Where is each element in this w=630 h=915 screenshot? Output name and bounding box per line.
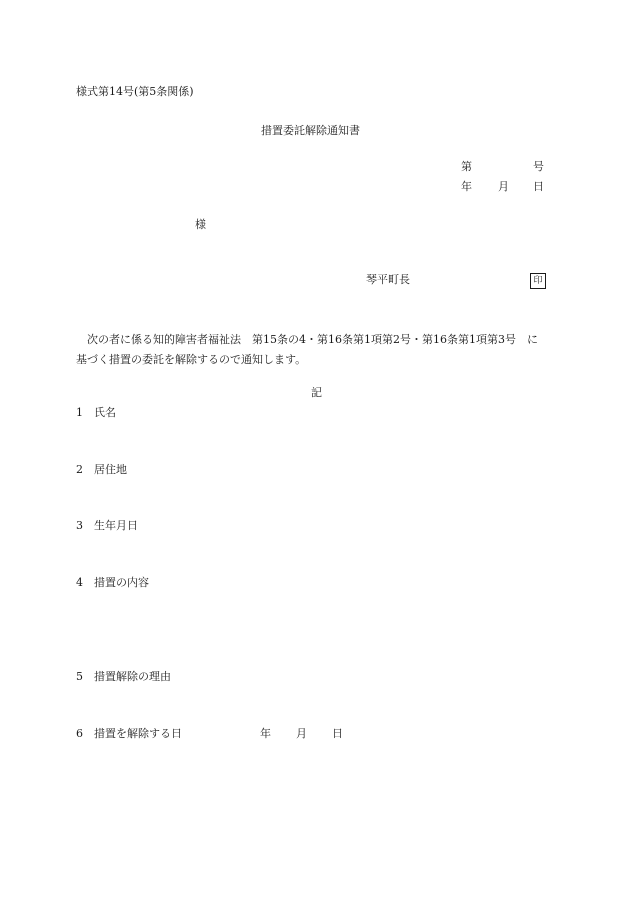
form-number: 様式第14号(第5条関係) xyxy=(76,85,194,98)
cancel-date-day: 日 xyxy=(332,727,343,740)
doc-number-prefix: 第 xyxy=(461,160,472,173)
body-line-2: 基づく措置の委託を解除するので通知します。 xyxy=(76,353,307,366)
addressee-suffix: 様 xyxy=(195,218,206,231)
item-5-number: 5 xyxy=(76,670,83,683)
ki-heading: 記 xyxy=(311,386,322,399)
seal-mark: 印 xyxy=(530,273,546,289)
date-day: 日 xyxy=(533,180,544,193)
item-5-label: 措置解除の理由 xyxy=(94,670,171,683)
item-2-label: 居住地 xyxy=(94,463,127,476)
item-1-number: 1 xyxy=(76,406,83,419)
item-4-number: 4 xyxy=(76,576,83,589)
document-title: 措置委託解除通知書 xyxy=(261,124,360,137)
item-1-label: 氏名 xyxy=(94,406,116,419)
body-paragraph xyxy=(76,330,562,370)
date-year: 年 xyxy=(461,180,472,193)
item-2-number: 2 xyxy=(76,463,83,476)
doc-number-suffix: 号 xyxy=(533,160,544,173)
item-3-number: 3 xyxy=(76,519,83,532)
cancel-date-month: 月 xyxy=(296,727,307,740)
cancel-date-year: 年 xyxy=(260,727,271,740)
item-6-label: 措置を解除する日 xyxy=(94,727,182,740)
item-4-label: 措置の内容 xyxy=(94,576,149,589)
issuer-name: 琴平町長 xyxy=(366,273,410,286)
item-3-label: 生年月日 xyxy=(94,519,138,532)
item-6-number: 6 xyxy=(76,727,83,740)
body-line-1: 次の者に係る知的障害者福祉法 第15条の4・第16条第1項第2号・第16条第1項第3号 に xyxy=(87,333,538,346)
date-month: 月 xyxy=(498,180,509,193)
